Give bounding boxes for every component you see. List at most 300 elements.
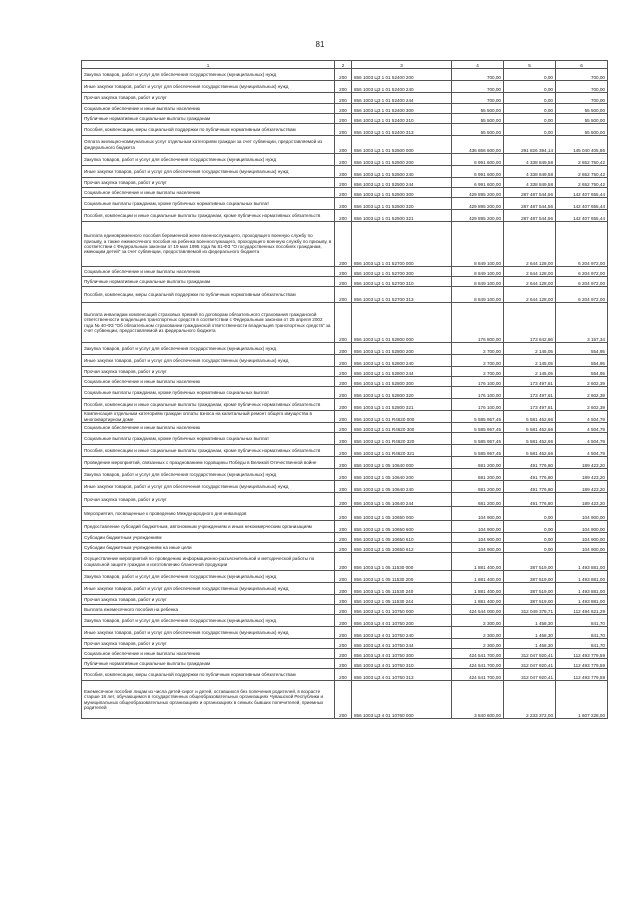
table-row: [82, 355, 608, 367]
row-line-code: 200: [335, 649, 352, 659]
row-budget-code: 856 1003 Ц3 1 01 52500 240: [352, 166, 452, 178]
row-approved-amount: 681 200,00: [452, 493, 504, 507]
row-executed-amount: 1 458,30: [504, 615, 556, 627]
row-line-code: 200: [335, 178, 352, 188]
row-unexecuted-amount: 1 493 881,00: [556, 595, 608, 605]
row-unexecuted-amount: 2 602,39: [556, 377, 608, 387]
row-unexecuted-amount: 104 900,00: [556, 543, 608, 553]
row-budget-code: 856 1003 Ц3 4 01 10750 300: [352, 649, 452, 659]
row-budget-code: 856 1003 Ц3 1 01 52400 313: [352, 124, 452, 136]
row-name: Социальное обеспечение и иные выплаты населению: [82, 188, 335, 198]
row-unexecuted-amount: 189 423,20: [556, 457, 608, 469]
table-row: [82, 154, 608, 166]
row-unexecuted-amount: 112 494 621,29: [556, 605, 608, 615]
row-name: Иные закупки товаров, работ и услуг для обеспечения государственных (муниципальных) нужд: [82, 583, 335, 595]
row-budget-code: 856 1003 Ц3 4 01 10750 240: [352, 627, 452, 639]
row-name: Прочая закупка товаров, работ и услуг: [82, 493, 335, 507]
row-budget-code: 856 1003 Ц3 1 01 52800 320: [352, 387, 452, 399]
row-name: Закупка товаров, работ и услуг для обеспечения государственных (муниципальных) нужд: [82, 343, 335, 355]
row-line-code: 200: [335, 445, 352, 457]
table-row: [82, 377, 608, 387]
row-executed-amount: 5 581 452,66: [504, 423, 556, 433]
row-name: Социальное обеспечение и иные выплаты населению: [82, 104, 335, 114]
row-unexecuted-amount: 3 157,34: [556, 303, 608, 343]
row-line-code: 200: [335, 69, 352, 81]
table-row: [82, 188, 608, 198]
row-line-code: 200: [335, 343, 352, 355]
row-name: Прочая закупка товаров, работ и услуг: [82, 93, 335, 104]
row-approved-amount: 8 849 100,00: [452, 287, 504, 303]
row-budget-code: 856 1003 Ц3 1 01 52400 240: [352, 81, 452, 93]
row-line-code: 200: [335, 493, 352, 507]
row-line-code: 200: [335, 387, 352, 399]
row-approved-amount: 700,00: [452, 93, 504, 104]
row-executed-amount: 491 776,80: [504, 469, 556, 481]
row-budget-code: 856 1003 Ц3 1 05 10640 244: [352, 493, 452, 507]
row-line-code: 200: [335, 277, 352, 287]
row-budget-code: 856 1003 Ц3 1 01 52500 244: [352, 178, 452, 188]
table-header-row: [82, 61, 608, 69]
row-unexecuted-amount: 2 602,39: [556, 387, 608, 399]
row-budget-code: 856 1003 Ц3 1 01 52400 310: [352, 114, 452, 124]
row-line-code: 200: [335, 198, 352, 210]
row-line-code: 200: [335, 481, 352, 493]
row-budget-code: 856 1003 Ц3 1 01 R4620 320: [352, 433, 452, 445]
row-approved-amount: 429 895 200,00: [452, 198, 504, 210]
table-row: [82, 493, 608, 507]
row-approved-amount: 5 585 957,45: [452, 445, 504, 457]
row-budget-code: 856 1003 Ц3 1 01 52400 200: [352, 69, 452, 81]
row-approved-amount: 8 849 100,00: [452, 267, 504, 277]
table-row: [82, 649, 608, 659]
row-approved-amount: 55 500,00: [452, 124, 504, 136]
row-budget-code: 856 1003 Ц3 1 01 52700 300: [352, 267, 452, 277]
row-line-code: 200: [335, 659, 352, 669]
row-unexecuted-amount: 700,00: [556, 81, 608, 93]
row-unexecuted-amount: 142 407 655,44: [556, 210, 608, 222]
row-line-code: 200: [335, 104, 352, 114]
row-approved-amount: 104 900,00: [452, 507, 504, 521]
table-row: [82, 543, 608, 553]
row-name: Закупка товаров, работ и услуг для обеспечения государственных (муниципальных) нужд: [82, 469, 335, 481]
row-name: Закупка товаров, работ и услуг для обеспечения государственных (муниципальных) нужд: [82, 69, 335, 81]
row-name: Предоставление субсидий бюджетным, автономным учреждениям и иным некоммерческим организациям: [82, 521, 335, 533]
row-budget-code: 856 1003 Ц3 1 05 10650 600: [352, 521, 452, 533]
row-unexecuted-amount: 1 607 228,00: [556, 681, 608, 719]
row-unexecuted-amount: 104 900,00: [556, 533, 608, 543]
table-row: [82, 445, 608, 457]
row-executed-amount: 2 145,05: [504, 343, 556, 355]
row-executed-amount: 0,00: [504, 521, 556, 533]
row-line-code: 200: [335, 287, 352, 303]
row-budget-code: 856 1003 Ц3 1 05 10640 240: [352, 481, 452, 493]
table-row: [82, 277, 608, 287]
row-unexecuted-amount: 55 500,00: [556, 124, 608, 136]
budget-execution-table: [81, 60, 608, 719]
row-line-code: 200: [335, 639, 352, 649]
row-approved-amount: 104 900,00: [452, 533, 504, 543]
row-name: Субсидии бюджетным учреждениям на иные цели: [82, 543, 335, 553]
row-line-code: 200: [335, 154, 352, 166]
row-budget-code: 856 1003 Ц3 1 05 11530 244: [352, 595, 452, 605]
row-executed-amount: 4 338 849,58: [504, 178, 556, 188]
row-budget-code: 856 1003 Ц3 1 01 52700 310: [352, 277, 452, 287]
row-approved-amount: 1 881 400,00: [452, 583, 504, 595]
row-executed-amount: 2 145,05: [504, 355, 556, 367]
row-line-code: 200: [335, 81, 352, 93]
row-unexecuted-amount: 841,70: [556, 627, 608, 639]
row-name: Пособия, компенсации и иные социальные выплаты гражданам, кроме публичных нормативных обязательств: [82, 445, 335, 457]
row-budget-code: 856 1003 Ц3 1 01 52500 300: [352, 188, 452, 198]
row-name: Иные закупки товаров, работ и услуг для обеспечения государственных (муниципальных) нужд: [82, 166, 335, 178]
row-budget-code: 856 1003 Ц3 1 05 11530 000: [352, 553, 452, 571]
row-name: Оплата жилищно-коммунальных услуг отдельным категориям граждан за счет субвенции, предоставляемой из федерального бюджета: [82, 136, 335, 154]
row-line-code: 200: [335, 166, 352, 178]
row-budget-code: 856 1003 Ц3 4 01 10750 310: [352, 659, 452, 669]
row-executed-amount: 0,00: [504, 543, 556, 553]
row-executed-amount: 173 497,61: [504, 399, 556, 411]
row-line-code: 200: [335, 399, 352, 411]
row-approved-amount: 104 900,00: [452, 521, 504, 533]
row-budget-code: 856 1003 Ц3 1 05 10650 612: [352, 543, 452, 553]
row-line-code: 200: [335, 124, 352, 136]
row-name: Пособия, компенсации и иные социальные выплаты гражданам, кроме публичных нормативных обязательств: [82, 210, 335, 222]
row-unexecuted-amount: 142 407 655,44: [556, 188, 608, 198]
row-approved-amount: 6 991 600,00: [452, 178, 504, 188]
table-row: [82, 267, 608, 277]
row-budget-code: 856 1003 Ц3 1 05 10650 000: [352, 507, 452, 521]
row-approved-amount: 5 585 957,45: [452, 411, 504, 423]
row-unexecuted-amount: 145 040 405,86: [556, 136, 608, 154]
row-name: Иные закупки товаров, работ и услуг для обеспечения государственных (муниципальных) нужд: [82, 481, 335, 493]
row-budget-code: 856 1003 Ц3 1 01 R4620 300: [352, 423, 452, 433]
row-line-code: 200: [335, 507, 352, 521]
row-line-code: 200: [335, 543, 352, 553]
row-name: Выплата инвалидам компенсаций страховых премий по договорам обязательного страхования гражданской ответственности владельцев транспортных средств в соответствии с Федеральным законом от 25 апреля 2002 года № 40-ФЗ "Об обязательном страховании гражданской ответственности владельцев транспортных средств" за счет субвенции, предоставляемой из федерального бюджета: [82, 303, 335, 343]
row-executed-amount: 312 047 920,41: [504, 659, 556, 669]
row-line-code: 200: [335, 627, 352, 639]
row-line-code: 200: [335, 533, 352, 543]
table-row: [82, 681, 608, 719]
row-executed-amount: 312 047 920,41: [504, 649, 556, 659]
row-name: Проведение мероприятий, связанных с празднованием годовщины Победы в Великой Отечественной войне: [82, 457, 335, 469]
row-executed-amount: 0,00: [504, 69, 556, 81]
header-col-5: 5: [504, 61, 556, 69]
row-executed-amount: 4 338 849,58: [504, 154, 556, 166]
row-unexecuted-amount: 700,00: [556, 93, 608, 104]
row-executed-amount: 0,00: [504, 124, 556, 136]
row-approved-amount: 8 849 100,00: [452, 277, 504, 287]
table-row: [82, 595, 608, 605]
row-executed-amount: 1 458,30: [504, 627, 556, 639]
row-unexecuted-amount: 55 500,00: [556, 104, 608, 114]
row-executed-amount: 491 776,80: [504, 493, 556, 507]
row-unexecuted-amount: 554,95: [556, 343, 608, 355]
header-col-6: 6: [556, 61, 608, 69]
row-name: Социальные выплаты гражданам, кроме публичных нормативных социальных выплат: [82, 433, 335, 445]
row-name: Выплата единовременного пособия беременной жене военнослужащего, проходящего военную службу по призыву, а также ежемесячного пособия на ребенка военнослужащего, проходящего военную службу по призыву, в соответствии с Федеральным законом от 19 мая 1995 года № 81-ФЗ "О государственных пособиях гражданам, имеющим детей" за счет субвенции, предоставляемой из федерального бюджета: [82, 222, 335, 267]
row-unexecuted-amount: 4 504,79: [556, 411, 608, 423]
row-line-code: 200: [335, 469, 352, 481]
table-row: [82, 343, 608, 355]
table-row: [82, 81, 608, 93]
row-approved-amount: 2 300,00: [452, 639, 504, 649]
row-unexecuted-amount: 1 493 881,00: [556, 571, 608, 583]
row-line-code: 200: [335, 457, 352, 469]
row-line-code: 200: [335, 188, 352, 198]
row-line-code: 200: [335, 605, 352, 615]
row-executed-amount: 387 519,00: [504, 553, 556, 571]
row-unexecuted-amount: 554,95: [556, 367, 608, 377]
table-row: [82, 521, 608, 533]
row-budget-code: 856 1003 Ц3 1 01 52800 300: [352, 377, 452, 387]
row-approved-amount: 681 200,00: [452, 457, 504, 469]
table-row: [82, 93, 608, 104]
row-unexecuted-amount: 189 423,20: [556, 481, 608, 493]
row-budget-code: 856 1003 Ц3 1 01 R4620 321: [352, 445, 452, 457]
row-line-code: 200: [335, 615, 352, 627]
row-name: Прочая закупка товаров, работ и услуг: [82, 595, 335, 605]
table-row: [82, 583, 608, 595]
row-approved-amount: 1 881 400,00: [452, 595, 504, 605]
row-unexecuted-amount: 4 504,79: [556, 423, 608, 433]
row-line-code: 200: [335, 669, 352, 681]
table-row: [82, 457, 608, 469]
row-name: Закупка товаров, работ и услуг для обеспечения государственных (муниципальных) нужд: [82, 154, 335, 166]
row-unexecuted-amount: 6 204 972,00: [556, 267, 608, 277]
row-executed-amount: 287 487 544,56: [504, 198, 556, 210]
row-name: Публичные нормативные социальные выплаты гражданам: [82, 114, 335, 124]
row-approved-amount: 6 991 600,00: [452, 166, 504, 178]
row-unexecuted-amount: 2 652 750,42: [556, 166, 608, 178]
row-name: Прочая закупка товаров, работ и услуг: [82, 639, 335, 649]
row-executed-amount: 173 642,66: [504, 303, 556, 343]
row-approved-amount: 176 800,00: [452, 303, 504, 343]
row-name: Иные закупки товаров, работ и услуг для обеспечения государственных (муниципальных) нужд: [82, 355, 335, 367]
table-row: [82, 387, 608, 399]
row-name: Компенсация отдельным категориям граждан оплаты взноса на капитальный ремонт общего имущества в многоквартирном доме: [82, 411, 335, 423]
row-approved-amount: 681 200,00: [452, 469, 504, 481]
row-line-code: 200: [335, 303, 352, 343]
table-row: [82, 469, 608, 481]
row-executed-amount: 173 497,61: [504, 377, 556, 387]
table-row: [82, 136, 608, 154]
row-executed-amount: 0,00: [504, 81, 556, 93]
row-unexecuted-amount: 2 652 750,42: [556, 178, 608, 188]
row-line-code: 200: [335, 595, 352, 605]
table-row: [82, 114, 608, 124]
row-approved-amount: 1 881 400,00: [452, 553, 504, 571]
row-approved-amount: 429 895 200,00: [452, 210, 504, 222]
row-executed-amount: 2 644 128,00: [504, 277, 556, 287]
row-line-code: 200: [335, 411, 352, 423]
row-budget-code: 856 1003 Ц3 1 05 10650 610: [352, 533, 452, 543]
row-executed-amount: 291 826 394,14: [504, 136, 556, 154]
row-executed-amount: 312 047 920,41: [504, 669, 556, 681]
row-unexecuted-amount: 55 500,00: [556, 114, 608, 124]
row-approved-amount: 176 100,00: [452, 387, 504, 399]
row-unexecuted-amount: 700,00: [556, 69, 608, 81]
row-name: Социальное обеспечение и иные выплаты населению: [82, 649, 335, 659]
row-line-code: 200: [335, 433, 352, 445]
row-executed-amount: 0,00: [504, 114, 556, 124]
row-budget-code: 856 1003 Ц3 1 01 52800 240: [352, 355, 452, 367]
row-approved-amount: 5 585 957,45: [452, 423, 504, 433]
row-budget-code: 856 1003 Ц3 4 01 10750 244: [352, 639, 452, 649]
row-executed-amount: 2 145,05: [504, 367, 556, 377]
row-approved-amount: 700,00: [452, 81, 504, 93]
row-name: Мероприятия, посвященные к проведению Международного дня инвалидов: [82, 507, 335, 521]
row-name: Социальные выплаты гражданам, кроме публичных нормативных социальных выплат: [82, 198, 335, 210]
row-budget-code: 856 1003 Ц3 4 01 10750 313: [352, 669, 452, 681]
row-budget-code: 856 1003 Ц3 1 01 52700 000: [352, 222, 452, 267]
row-approved-amount: 176 100,00: [452, 377, 504, 387]
row-executed-amount: 491 776,80: [504, 481, 556, 493]
row-name: Социальное обеспечение и иные выплаты населению: [82, 423, 335, 433]
row-unexecuted-amount: 104 900,00: [556, 521, 608, 533]
row-name: Прочая закупка товаров, работ и услуг: [82, 178, 335, 188]
row-executed-amount: 287 487 544,56: [504, 188, 556, 198]
table-row: [82, 659, 608, 669]
row-approved-amount: 6 991 600,00: [452, 154, 504, 166]
row-approved-amount: 104 900,00: [452, 543, 504, 553]
row-executed-amount: 387 519,00: [504, 583, 556, 595]
row-unexecuted-amount: 112 493 779,59: [556, 649, 608, 659]
table-row: [82, 627, 608, 639]
row-unexecuted-amount: 189 423,20: [556, 493, 608, 507]
row-name: Пособия, компенсации, меры социальной поддержки по публичным нормативным обязательствам: [82, 124, 335, 136]
row-name: Пособия, компенсации, меры социальной поддержки по публичным нормативным обязательствам: [82, 287, 335, 303]
header-col-4: 4: [452, 61, 504, 69]
header-col-1: 1: [82, 61, 335, 69]
row-executed-amount: 173 497,61: [504, 387, 556, 399]
row-line-code: 200: [335, 136, 352, 154]
table-row: [82, 367, 608, 377]
row-name: Закупка товаров, работ и услуг для обеспечения государственных (муниципальных) нужд: [82, 571, 335, 583]
row-budget-code: 856 1003 Ц3 1 01 52500 321: [352, 210, 452, 222]
table-row: [82, 433, 608, 445]
row-unexecuted-amount: 189 423,20: [556, 469, 608, 481]
row-budget-code: 856 1003 Ц3 1 01 52800 200: [352, 343, 452, 355]
row-approved-amount: 2 300,00: [452, 615, 504, 627]
row-unexecuted-amount: 554,95: [556, 355, 608, 367]
row-executed-amount: 387 519,00: [504, 571, 556, 583]
table-row: [82, 69, 608, 81]
row-executed-amount: 491 776,80: [504, 457, 556, 469]
row-line-code: 200: [335, 521, 352, 533]
row-budget-code: 856 1003 Ц3 1 01 52800 000: [352, 303, 452, 343]
table-row: [82, 411, 608, 423]
row-executed-amount: 387 519,00: [504, 595, 556, 605]
row-approved-amount: 5 585 957,45: [452, 433, 504, 445]
table-row: [82, 399, 608, 411]
row-line-code: 200: [335, 423, 352, 433]
header-col-3: 3: [352, 61, 452, 69]
row-line-code: 200: [335, 355, 352, 367]
row-name: Прочая закупка товаров, работ и услуг: [82, 367, 335, 377]
row-executed-amount: 1 458,30: [504, 639, 556, 649]
row-unexecuted-amount: 104 900,00: [556, 507, 608, 521]
table-row: [82, 571, 608, 583]
row-budget-code: 856 1003 Ц3 1 01 52800 244: [352, 367, 452, 377]
table-row: [82, 605, 608, 615]
row-line-code: 200: [335, 571, 352, 583]
row-name: Ежемесячное пособие лицам из числа детей-сирот и детей, оставшихся без попечения родителей, в возрасте старше 18 лет, обучающимся в государственных общеобразовательных организациях Чувашской Республики и муниципальных общеобразовательных организациях и организациях в семьях бывших попечителей, приемных родителей: [82, 681, 335, 719]
table-row: [82, 124, 608, 136]
table-row: [82, 287, 608, 303]
row-budget-code: 856 1003 Ц3 1 01 52700 313: [352, 287, 452, 303]
row-unexecuted-amount: 1 493 881,00: [556, 583, 608, 595]
table-row: [82, 423, 608, 433]
row-budget-code: 856 1003 Ц3 1 01 52800 321: [352, 399, 452, 411]
row-executed-amount: 2 644 128,00: [504, 222, 556, 267]
row-approved-amount: 1 881 400,00: [452, 571, 504, 583]
row-approved-amount: 424 544 000,00: [452, 605, 504, 615]
row-line-code: 200: [335, 267, 352, 277]
row-unexecuted-amount: 1 493 881,00: [556, 553, 608, 571]
row-name: Публичные нормативные социальные выплаты гражданам: [82, 659, 335, 669]
row-line-code: 200: [335, 93, 352, 104]
row-unexecuted-amount: 841,70: [556, 639, 608, 649]
row-line-code: 200: [335, 114, 352, 124]
row-budget-code: 856 1003 Ц3 1 01 R4620 000: [352, 411, 452, 423]
row-budget-code: 856 1003 Ц3 1 01 10750 000: [352, 605, 452, 615]
row-unexecuted-amount: 142 407 655,44: [556, 198, 608, 210]
row-name: Социальное обеспечение и иные выплаты населению: [82, 267, 335, 277]
row-unexecuted-amount: 112 493 779,59: [556, 659, 608, 669]
row-budget-code: 856 1003 Ц3 1 01 52400 244: [352, 93, 452, 104]
row-budget-code: 856 1003 Ц3 1 01 52400 300: [352, 104, 452, 114]
table-row: [82, 166, 608, 178]
row-budget-code: 856 1003 Ц3 1 01 52500 000: [352, 136, 452, 154]
row-approved-amount: 700,00: [452, 69, 504, 81]
row-executed-amount: 312 049 378,71: [504, 605, 556, 615]
row-budget-code: 856 1003 Ц3 4 01 10760 000: [352, 681, 452, 719]
row-approved-amount: 3 840 600,00: [452, 681, 504, 719]
row-unexecuted-amount: 112 493 779,59: [556, 669, 608, 681]
row-name: Закупка товаров, работ и услуг для обеспечения государственных (муниципальных) нужд: [82, 615, 335, 627]
row-unexecuted-amount: 2 652 750,42: [556, 154, 608, 166]
row-approved-amount: 681 200,00: [452, 481, 504, 493]
row-name: Иные закупки товаров, работ и услуг для обеспечения государственных (муниципальных) нужд: [82, 627, 335, 639]
row-budget-code: 856 1003 Ц3 1 05 10640 200: [352, 469, 452, 481]
table-row: [82, 639, 608, 649]
table-row: [82, 210, 608, 222]
row-unexecuted-amount: 6 204 972,00: [556, 277, 608, 287]
table-row: [82, 507, 608, 521]
table-row: [82, 303, 608, 343]
table-row: [82, 222, 608, 267]
row-executed-amount: 2 233 372,00: [504, 681, 556, 719]
table-row: [82, 104, 608, 114]
row-approved-amount: 2 700,00: [452, 355, 504, 367]
row-name: Иные закупки товаров, работ и услуг для обеспечения государственных (муниципальных) нужд: [82, 81, 335, 93]
row-line-code: 200: [335, 681, 352, 719]
row-approved-amount: 55 500,00: [452, 114, 504, 124]
row-name: Пособия, компенсации, меры социальной поддержки по публичным нормативным обязательствам: [82, 669, 335, 681]
row-executed-amount: 0,00: [504, 104, 556, 114]
row-executed-amount: 2 644 128,00: [504, 267, 556, 277]
table-row: [82, 553, 608, 571]
row-line-code: 200: [335, 222, 352, 267]
table-row: [82, 669, 608, 681]
row-approved-amount: 424 541 700,00: [452, 669, 504, 681]
row-name: Выплата ежемесячного пособия на ребенка: [82, 605, 335, 615]
row-unexecuted-amount: 6 204 972,00: [556, 287, 608, 303]
table-row: [82, 178, 608, 188]
row-approved-amount: 8 849 100,00: [452, 222, 504, 267]
row-approved-amount: 2 300,00: [452, 627, 504, 639]
